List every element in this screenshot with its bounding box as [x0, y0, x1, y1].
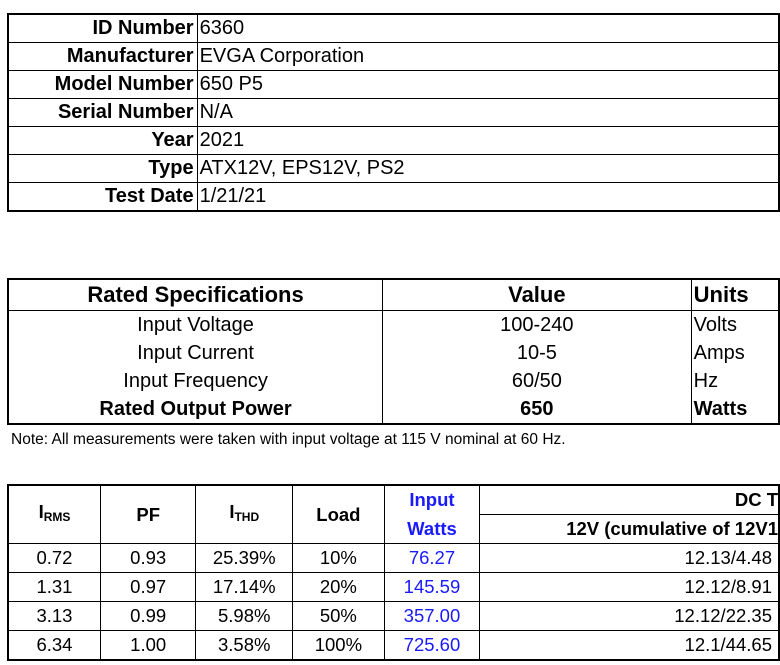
cell-load: 100% [293, 631, 385, 661]
info-label: Type [8, 155, 197, 183]
measurements-header-row-1 [8, 485, 779, 515]
info-label: ID Number [8, 14, 197, 43]
info-row-id-number [8, 14, 779, 43]
rated-header-row [8, 279, 779, 311]
rated-row-output-power [8, 395, 779, 424]
info-label: Manufacturer [8, 43, 197, 71]
cell-input-watts: 357.00 [384, 602, 480, 631]
cell-irms: 3.13 [8, 602, 100, 631]
rated-header-units: Units [691, 279, 779, 311]
rated-header-spec: Rated Specifications [8, 279, 383, 311]
rated-spec: Input Frequency [8, 367, 383, 395]
rated-value: 100-240 [383, 311, 692, 340]
device-info-table [7, 13, 780, 212]
rated-spec: Input Current [8, 339, 383, 367]
header-irms-main: I [38, 501, 44, 522]
info-label: Year [8, 127, 197, 155]
cell-ithd: 5.98% [196, 602, 293, 631]
cell-input-watts: 145.59 [384, 573, 480, 602]
header-irms [8, 485, 100, 544]
rated-units: Hz [693, 370, 719, 392]
table-row [8, 573, 779, 602]
info-row-serial-number [8, 99, 779, 127]
rated-spec: Input Voltage [8, 311, 383, 340]
info-row-year [8, 127, 779, 155]
header-input-watts-line1: Input [384, 485, 480, 515]
info-row-manufacturer [8, 43, 779, 71]
table-row [8, 631, 779, 661]
info-value: ATX12V, EPS12V, PS2 [197, 155, 779, 183]
info-label: Serial Number [8, 99, 197, 127]
rated-spec: Rated Output Power [8, 395, 383, 424]
info-value: 650 P5 [197, 71, 779, 99]
info-label: Model Number [8, 71, 197, 99]
rated-units: Volts [693, 314, 737, 336]
header-pf: PF [100, 485, 195, 544]
info-row-model-number [8, 71, 779, 99]
header-irms-sub: RMS [43, 510, 71, 524]
cell-irms: 0.72 [8, 544, 100, 573]
cell-pf: 0.93 [100, 544, 195, 573]
rated-value: 650 [383, 395, 692, 424]
cell-pf: 0.99 [100, 602, 195, 631]
cell-irms: 6.34 [8, 631, 100, 661]
header-input-watts-line2: Watts [384, 515, 480, 544]
rated-row-input-current [8, 339, 779, 367]
info-value: N/A [197, 99, 779, 127]
cell-input-watts: 725.60 [384, 631, 480, 661]
cell-load: 10% [293, 544, 385, 573]
header-ithd-main: I [229, 501, 235, 522]
rated-units: Amps [693, 342, 745, 364]
rated-header-value: Value [383, 279, 692, 311]
info-label: Test Date [8, 183, 197, 212]
header-ithd-sub: THD [234, 510, 260, 524]
cell-irms: 1.31 [8, 573, 100, 602]
rated-specifications-table [7, 278, 780, 425]
cell-dc-12v: 12.12/22.35 [480, 602, 779, 631]
measurements-table [7, 484, 780, 661]
rated-units: Watts [693, 398, 748, 420]
info-value: 6360 [197, 14, 779, 43]
header-load: Load [293, 485, 385, 544]
rated-value: 10-5 [383, 339, 692, 367]
cell-input-watts: 76.27 [384, 544, 480, 573]
cell-dc-12v: 12.12/8.91 [480, 573, 779, 602]
info-value: 1/21/21 [197, 183, 779, 212]
header-ithd [196, 485, 293, 544]
cell-ithd: 25.39% [196, 544, 293, 573]
header-dc-12v: 12V (cumulative of 12V1 [480, 515, 779, 544]
info-value: EVGA Corporation [197, 43, 779, 71]
cell-dc-12v: 12.1/44.65 [480, 631, 779, 661]
measurement-note: Note: All measurements were taken with input voltage at 115 V nominal at 60 Hz. [11, 431, 566, 448]
cell-load: 20% [293, 573, 385, 602]
header-dc-group: DC T [480, 485, 779, 515]
rated-value: 60/50 [383, 367, 692, 395]
info-row-test-date [8, 183, 779, 212]
cell-pf: 1.00 [100, 631, 195, 661]
rated-row-input-voltage [8, 311, 779, 340]
cell-dc-12v: 12.13/4.48 [480, 544, 779, 573]
cell-pf: 0.97 [100, 573, 195, 602]
cell-ithd: 3.58% [196, 631, 293, 661]
info-row-type [8, 155, 779, 183]
cell-load: 50% [293, 602, 385, 631]
info-value: 2021 [197, 127, 779, 155]
table-row [8, 544, 779, 573]
rated-row-input-frequency [8, 367, 779, 395]
cell-ithd: 17.14% [196, 573, 293, 602]
table-row [8, 602, 779, 631]
